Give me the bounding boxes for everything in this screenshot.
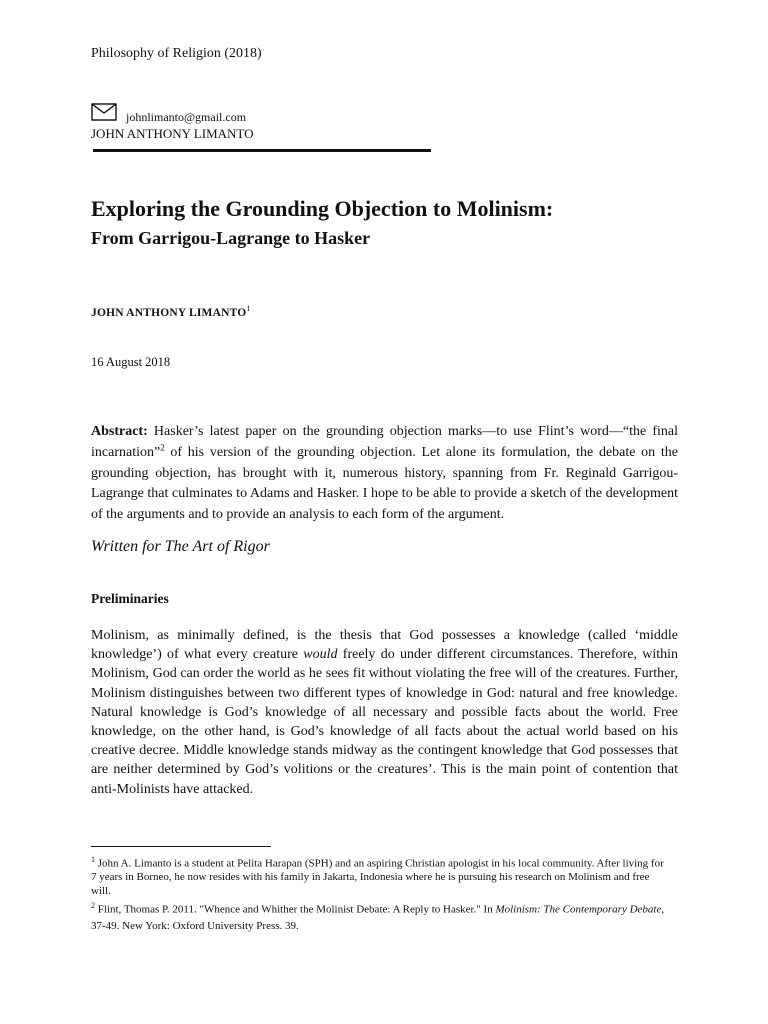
header-author-name: JOHN ANTHONY LIMANTO — [91, 126, 254, 141]
abstract-text: Hasker’s latest paper on the grounding objection marks—to use Flint’s word—“the final incarnation” — [91, 424, 678, 460]
footnote-text-continued: , 37-49. New York: Oxford University Press. 39. — [91, 903, 665, 932]
paragraph-text-continued: freely do under different circumstances. Therefore, within Molinism, God can order the world as he sees fit without violating the free will of the creatures. Further, Molinism distinguishes between two different types of knowledge in God: natural and free knowledge. Natural knowledge is God’s knowledge of all necessary and possible facts about the world. Free knowledge, on the other hand, is God’s knowledge of all facts about the actual world based on his creative decree. Middle knowledge stands midway as the contingent knowledge that God possesses that are neither determined by God’s volitions or the creatures’. This is the main point of contention that anti-Molinists have attacked. — [91, 647, 678, 797]
footnote-mark[interactable]: 2 — [160, 442, 165, 453]
footnote-2 — [91, 898, 671, 934]
header-divider — [93, 149, 431, 152]
publication-date: 16 August 2018 — [91, 355, 171, 369]
footnote-text: Flint, Thomas P. 2011. "Whence and Whither the Molinist Debate: A Reply to Hasker." In — [95, 903, 496, 916]
paper-title: Exploring the Grounding Objection to Molinism: — [91, 196, 554, 221]
abstract-text-continued: of his version of the grounding objection. Let alone its formulation, the debate on the grounding objection, has brought with it, numerous history, spanning from Fr. Reginald Garrigou-Lagrange that culminates to Adams and Hasker. I hope to be able to provide a sketch of the development of the arguments and to provide an analysis to each form of the argument. — [91, 444, 678, 523]
abstract — [91, 422, 678, 526]
footnote-divider — [91, 846, 271, 847]
envelope-icon — [91, 103, 117, 121]
byline-author: JOHN ANTHONY LIMANTO — [91, 306, 247, 319]
written-for-note: Written for The Art of Rigor — [91, 538, 270, 555]
footnote-text: John A. Limanto is a student at Pelita Harapan (SPH) and an aspiring Christian apologist in his local community. After living for 7 years in Borneo, he now resides with his family in Jakarta, Indonesia where he is pursuing his research on Molinism and free will. — [91, 857, 664, 897]
body-paragraph — [91, 626, 678, 799]
section-heading: Preliminaries — [91, 591, 169, 606]
footnote-number: 2 — [91, 901, 95, 910]
footnote-mark[interactable]: 1 — [246, 304, 251, 313]
paragraph-text: Molinism, as minimally defined, is the thesis that God possesses a knowledge (called ‘middle knowledge’) of what every creature — [91, 628, 678, 663]
footnote-book-title: Molinism: The Contemporary Debate — [495, 903, 662, 916]
paper-subtitle: From Garrigou-Lagrange to Hasker — [91, 228, 371, 248]
journal-header: Philosophy of Religion (2018) — [91, 46, 262, 61]
footnote-number: 1 — [91, 855, 95, 864]
author-email[interactable]: johnlimanto@gmail.com — [126, 110, 247, 124]
abstract-label: Abstract: — [91, 424, 148, 439]
byline — [91, 304, 251, 319]
footnote-1 — [91, 853, 671, 898]
paragraph-emphasis: would — [303, 647, 338, 663]
